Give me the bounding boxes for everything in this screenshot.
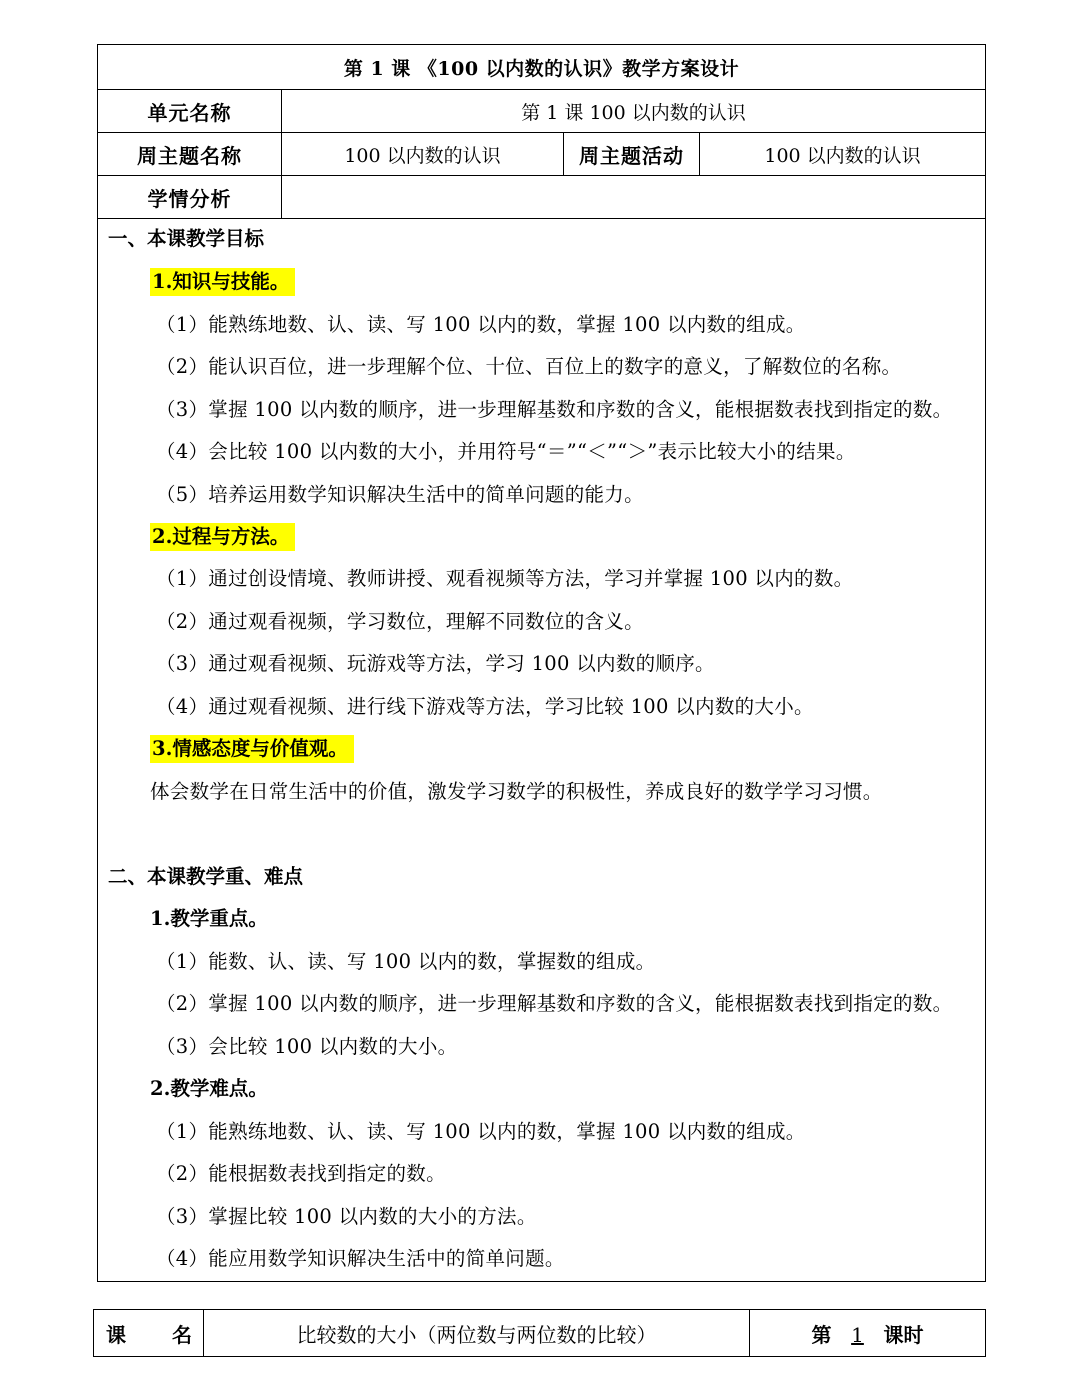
learning-analysis-label: 学情分析 xyxy=(98,176,282,219)
subheading-difficulties: 2.教学难点。 xyxy=(150,1077,268,1100)
subheading-process-methods xyxy=(150,523,295,551)
list-item: （4）通过观看视频、进行线下游戏等方法，学习比较 100 以内数的大小。 xyxy=(156,695,814,718)
list-item: （2）能根据数表找到指定的数。 xyxy=(156,1162,446,1185)
subheading-attitude-values xyxy=(150,735,354,763)
document-title: 第 1 课 《100 以内数的认识》教学方案设计 xyxy=(98,45,986,90)
list-item: （2）通过观看视频，学习数位，理解不同数位的含义。 xyxy=(156,610,644,633)
period-prefix: 第 xyxy=(811,1322,832,1347)
list-item: （2）能认识百位，进一步理解个位、十位、百位上的数字的意义，了解数位的名称。 xyxy=(156,355,902,378)
subheading-key-points: 1.教学重点。 xyxy=(150,907,268,930)
list-item: （3）掌握比较 100 以内数的大小的方法。 xyxy=(156,1205,537,1228)
list-item: （1）能熟练地数、认、读、写 100 以内的数，掌握 100 以内数的组成。 xyxy=(156,1120,806,1143)
unit-name-value: 第 1 课 100 以内数的认识 xyxy=(282,90,986,133)
list-item: （1）通过创设情境、教师讲授、观看视频等方法，学习并掌握 100 以内的数。 xyxy=(156,567,854,590)
plan-content xyxy=(98,219,986,1282)
highlighted-text: 3.情感态度与价值观。 xyxy=(150,735,354,763)
week-activity-label: 周主题活动 xyxy=(564,133,700,176)
lesson-name-value: 比较数的大小（两位数与两位数的比较） xyxy=(204,1310,750,1357)
list-item: （4）能应用数学知识解决生活中的简单问题。 xyxy=(156,1247,565,1270)
list-item: （3）通过观看视频、玩游戏等方法，学习 100 以内数的顺序。 xyxy=(156,652,715,675)
period-suffix: 课时 xyxy=(883,1322,924,1347)
label-char: 课 xyxy=(106,1322,126,1347)
week-theme-label: 周主题名称 xyxy=(98,133,282,176)
list-item: （1）能熟练地数、认、读、写 100 以内的数，掌握 100 以内数的组成。 xyxy=(156,313,806,336)
highlighted-text: 1.知识与技能。 xyxy=(150,268,295,296)
lesson-name-label xyxy=(94,1310,204,1357)
subheading-knowledge-skills xyxy=(150,268,295,296)
section-heading-key-points: 二、本课教学重、难点 xyxy=(108,865,304,888)
lesson-period xyxy=(750,1310,986,1357)
unit-name-label: 单元名称 xyxy=(98,90,282,133)
lesson-info-bar xyxy=(93,1309,986,1357)
week-theme-value: 100 以内数的认识 xyxy=(282,133,564,176)
period-number: 1 xyxy=(851,1322,864,1347)
list-item: （4）会比较 100 以内数的大小，并用符号“＝”“＜”“＞”表示比较大小的结果。 xyxy=(156,440,856,463)
list-item: （5）培养运用数学知识解决生活中的简单问题的能力。 xyxy=(156,483,644,506)
label-char: 名 xyxy=(172,1322,192,1347)
list-item: （3）掌握 100 以内数的顺序，进一步理解基数和序数的含义，能根据数表找到指定的数。 xyxy=(156,398,953,421)
paragraph: 体会数学在日常生活中的价值，激发学习数学的积极性，养成良好的数学学习习惯。 xyxy=(150,780,883,803)
list-item: （2）掌握 100 以内数的顺序，进一步理解基数和序数的含义，能根据数表找到指定的数。 xyxy=(156,992,953,1015)
section-heading-objectives: 一、本课教学目标 xyxy=(108,227,265,250)
list-item: （3）会比较 100 以内数的大小。 xyxy=(156,1035,458,1058)
lesson-plan-table xyxy=(97,44,986,1282)
week-activity-value: 100 以内数的认识 xyxy=(700,133,986,176)
learning-analysis-value xyxy=(282,176,986,219)
list-item: （1）能数、认、读、写 100 以内的数，掌握数的组成。 xyxy=(156,950,656,973)
highlighted-text: 2.过程与方法。 xyxy=(150,523,295,551)
